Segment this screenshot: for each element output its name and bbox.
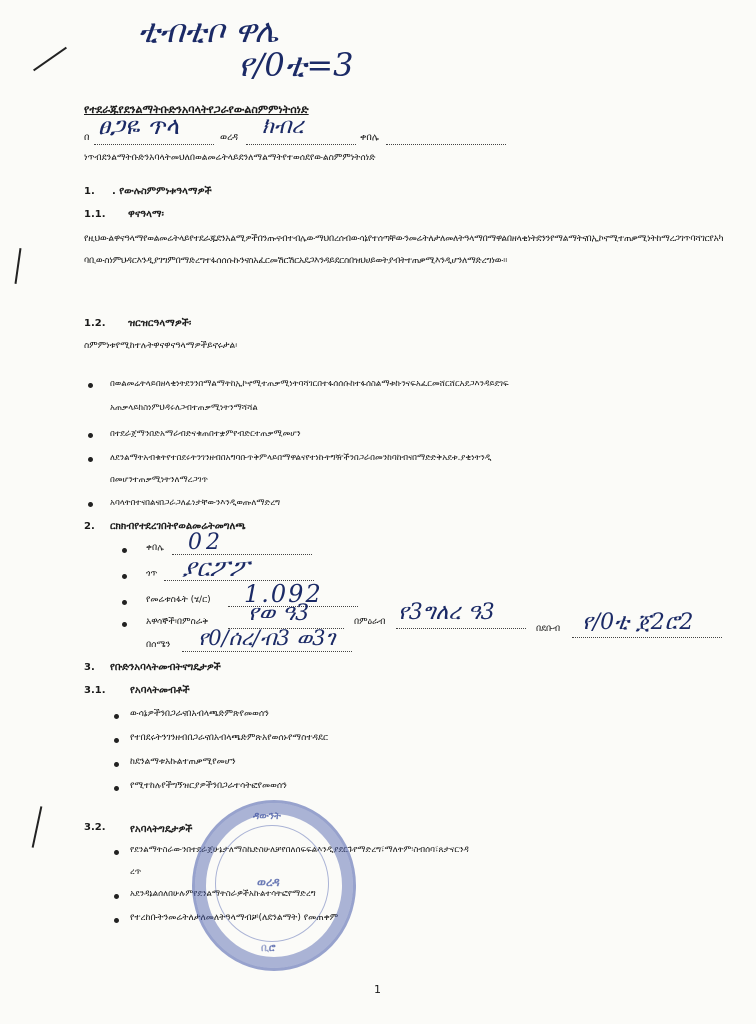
sec32-title: የአባላትግዴታዎች <box>130 824 193 835</box>
sec12-title: ዝርዝርዓላማዎች፡ <box>128 318 192 329</box>
stamp-bottom-text: ቢሮ <box>261 943 276 954</box>
sec2-number: 2. <box>84 521 95 532</box>
handwritten-road-value-1: የ3ግለረ ዓ3 <box>398 600 495 625</box>
bullet-dot <box>114 714 119 719</box>
sec1-number: 1. <box>84 186 95 197</box>
scan-mark-left-1 <box>15 248 22 284</box>
sec2-south-label: በሰሜን <box>146 640 171 650</box>
handwritten-top-line1: ቲብቲቦ ዋሌ <box>138 12 279 50</box>
sec12-bullet-4: አባላትበተናበልናበጋራጋለፊነታቸውንእንዲወጡለማድረግ <box>110 498 281 508</box>
scan-mark-top-left <box>33 47 67 72</box>
handwritten-top-line2: የ/0ቲ=3 <box>238 46 354 84</box>
sec2-north-label: በደቡብ <box>536 624 561 634</box>
west-value-line <box>396 627 526 629</box>
sec2-item-boundary-east: አዋሳኞች፡በምስራቅ <box>146 617 209 627</box>
bullet-dot <box>88 433 93 438</box>
handwritten-area-value: 1.092 <box>244 580 323 608</box>
handwritten-other-value: የ0/ሰረ/ብ3 ወ3ገ <box>198 626 336 650</box>
handwritten-name: ፀጋዬ ጥላ <box>98 112 180 140</box>
bullet-dot <box>88 502 93 507</box>
sec31-bullet-1: ውሳኔዎችንበጋራናበአብላጫድምጽየመወሰን <box>130 709 269 719</box>
name-blank <box>94 143 214 145</box>
handwritten-got-value: ያርፖፖ <box>182 554 250 582</box>
sec3-number: 3. <box>84 662 95 673</box>
sec12-bullet-1b: አጠቃላይከስነምህዳሩለጋብተጠቃሚነትንማሻሻል <box>110 403 258 413</box>
scan-mark-left-2 <box>32 806 43 847</box>
sec31-title: የአባላትመብቶች <box>130 685 190 696</box>
handwritten-father-name: ክብረ <box>262 114 304 139</box>
bullet-dot <box>114 786 119 791</box>
bullet-dot <box>114 850 119 855</box>
sec12-number: 1.2. <box>84 318 106 329</box>
document-title: የተደራጁየደንልማትቡድንአባላትየጋራየውልስምምነትሰነድ <box>84 103 309 116</box>
sec3-title: የቡድንአባላትመብትናግዴታዎች <box>110 662 221 673</box>
sec2-item-got: ጎጥ <box>146 569 158 579</box>
intro-line1-kebele: ቀበሌ <box>360 132 379 143</box>
sec11-paragraph: የዚህውልዋናዓላማየወልመሬትላይየተደራጁደንአልሚዎችበንጡናብተብሌውማህበረሰብውሳኔየተሰጣቸውንመሬትለታለመለትዓላማበማዋልበዘላቂነትደንንየማልማትናበኢኮኖሚተጠቃሚነትከማረጋገጥባሻገርየአካባቢውስነምህዳርእንዲያገግምበማድረግተፋሰሰሱኩንናስአፈርመሽርሽርአደጋእንዳይደርስበዝህሀይወትያብትተጠቃሚእንዲሆንለማድረግነው። <box>84 234 724 266</box>
handwritten-road-value-2: የ/0ቲ ጀ2ሮ2 <box>582 610 694 635</box>
sec2-west-label: በምዕራብ <box>354 617 386 627</box>
page-number: 1 <box>374 983 381 996</box>
bullet-dot <box>114 738 119 743</box>
bullet-dot <box>88 383 93 388</box>
woreda-blank <box>246 143 356 145</box>
bullet-dot <box>114 762 119 767</box>
sec2-title: ርክክብየተደረገበትየወልመሬትመግለጫ <box>110 521 246 532</box>
handwritten-land-use-value: የወ ዓ3 <box>248 601 310 626</box>
bullet-dot <box>88 457 93 462</box>
intro-line2: ነጥብደንልማትቡድንአባላትመህለበወልመሬትላይደንለማልማትየተወሰደየውልስምምነትሰነድ <box>84 153 376 163</box>
sec12-intro: ስምምነቱየሚከተሉትዋናዋናዓላማዎችይኖሩታል፡ <box>84 341 238 351</box>
bullet-dot <box>122 600 127 605</box>
official-stamp <box>192 800 356 971</box>
sec32-bullet-3: የተረከቡትንመሬትለታለመለትዓላማብቻ(ለደንልማት) የመጠቀም <box>130 913 339 923</box>
bullet-dot <box>122 574 127 579</box>
handwritten-kebele-value: 02 <box>188 530 224 555</box>
sec11-number: 1.1. <box>84 209 106 220</box>
sec32-bullet-1b: ረጥ <box>130 867 142 877</box>
intro-line1-prefix: በ <box>84 132 90 143</box>
north-value-line <box>572 636 722 638</box>
sec12-bullet-2: በተደራጀማንበድአማራብድናቁጠበተቋምየብድርተጠቃሚመሆን <box>110 429 301 439</box>
sec1-title: . የውሉስምምነቱዓላማዎች <box>112 186 212 197</box>
sec32-bullet-1: የደንልማትስራውንበተደራጀሁኔታለማስኬድስሁለቻየበለሰፍፍልእንዲያደርጉየማድረግ፣ማለትም፡ስብሰባ፣ጸታናርንዳ <box>130 845 469 855</box>
sec11-title: ዋናዓላማ፡ <box>128 209 164 220</box>
sec12-bullet-1: በወልመሬትላይበዘላቂነትደንንበማልማትከኢኮኖሚተጠቃሚነትባሻገርበተፋሰሰሱከተፋሰስልማቱኩንናፍአፈርመሸርሸርአደጋእንዳይደገፍ <box>110 379 509 389</box>
sec32-bullet-2: አደንዳኔልሰለበሁሉምየደንልማትስራዎችአኩልተሳትፎየማድረግ <box>130 889 316 899</box>
sec2-item-kebele: ቀበሌ <box>146 543 164 553</box>
sec31-bullet-3: ከደንልማቱአኩልተጠቃሚየመሆን <box>130 757 236 767</box>
sec31-bullet-2: የተበደሩትንገንዘብበጋራናበአብላጫድምጽአየወሰኑየማስተዳደር <box>130 733 328 743</box>
sec12-bullet-3: ለደንልማትአብቁትየተበደሩትንገንዘብበአግባቡጥቅምላይበማዋልናየተነኩትግዥችንበጋራበመንከባከብናበማድድቅአደቱ.ያቂነትንዲ <box>110 453 492 463</box>
bullet-dot <box>122 548 127 553</box>
intro-line1-woreda: ወረዳ <box>220 132 239 143</box>
kebele-blank <box>386 143 506 145</box>
sec2-item-area: የመሬቱስፋት (ሄ/ር) <box>146 595 211 605</box>
bullet-dot <box>114 918 119 923</box>
sec31-bullet-4: የሚተከሉየችግኝዝርያዎችንበጋራተሳትፎየመወሰን <box>130 781 287 791</box>
bullet-dot <box>114 894 119 899</box>
sec32-number: 3.2. <box>84 822 106 833</box>
sec12-bullet-3b: በመሆንተጠቃሚነትንለማረጋገጥ <box>110 475 208 485</box>
sec31-number: 3.1. <box>84 685 106 696</box>
stamp-middle-text: ወረዳ <box>257 875 280 889</box>
stamp-top-text: ዳውንት <box>253 811 281 822</box>
bullet-dot <box>122 622 127 627</box>
